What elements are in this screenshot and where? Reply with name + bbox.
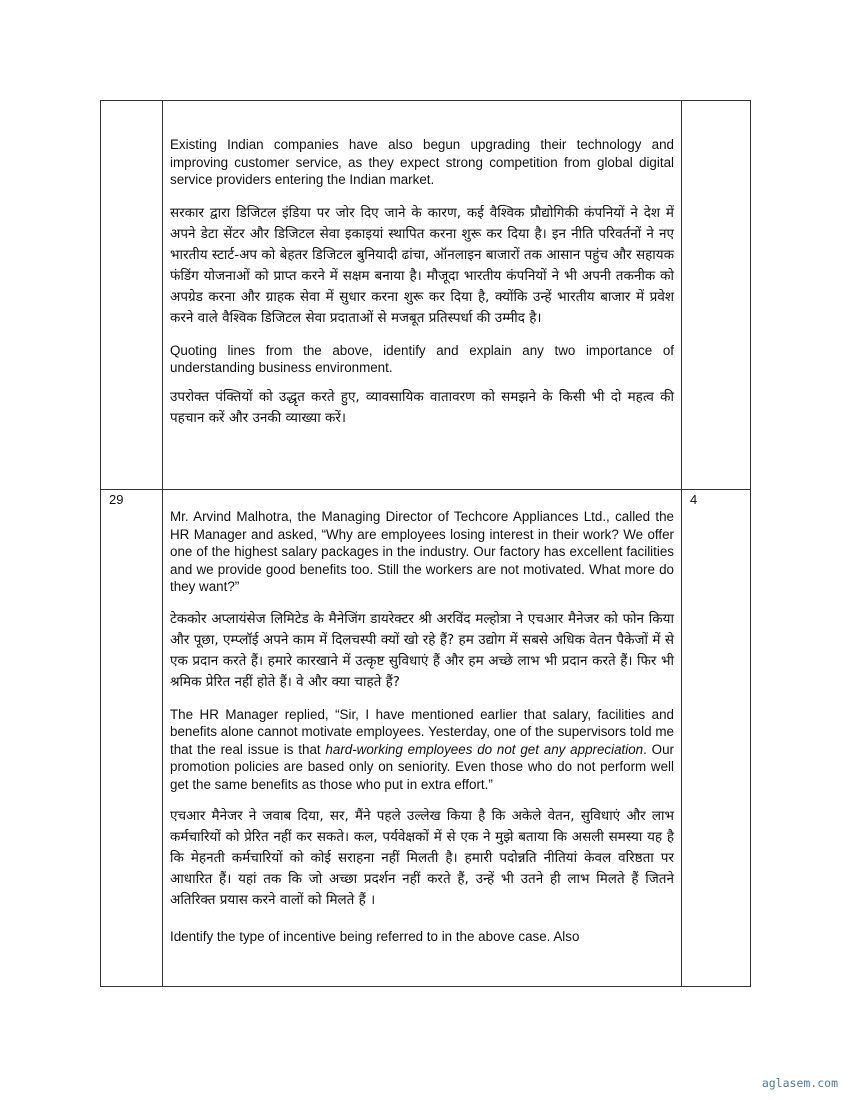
question-prompt-english: Quoting lines from the above, identify and explain any two importance of understanding business environment. — [170, 342, 674, 375]
paragraph-hindi: सरकार द्वारा डिजिटल इंडिया पर जोर दिए जाने के कारण, कई वैश्विक प्रौद्योगिकी कंपनियों ने देश में अपने डेटा सेंटर और डिजिटल सेवा इकाइयां स्थापित करना शुरू कर दिया है। इन नीति परिवर्तनों ने नए भारतीय स्टार्ट-अप को बेहतर डिजिटल बुनियादी ढांचा, ऑनलाइन बाजारों तक आसान पहुंच और सहायक फंडिंग योजनाओं को प्राप्त करने में सक्षम बनाया है। मौजूदा भारतीय कंपनियों ने भी अपनी तकनीक को अपग्रेड करना और ग्राहक सेवा में सुधार करना शुरू कर दिया है, क्योंकि उन्हें भारतीय बाजार में प्रवेश करने वाले वैश्विक डिजिटल सेवा प्रदाताओं से मजबूत प्रतिस्पर्धा की उम्मीद है। — [170, 204, 674, 326]
question-body — [163, 101, 682, 490]
question-number: 29 — [101, 490, 163, 987]
question-table — [100, 100, 751, 987]
question-marks — [682, 101, 751, 490]
question-marks: 4 — [682, 490, 751, 987]
table-row — [101, 101, 751, 490]
paragraph-hindi: टेककोर अप्लायंसेज लिमिटेड के मैनेजिंग डायरेक्टर श्री अरविंद मल्होत्रा ने एचआर मैनेजर को फोन किया और पूछा, एम्प्लॉई अपने काम में दिलचस्पी क्यों खो रहे हैं? हम उद्योग में सबसे अधिक वेतन पैकेजों में से एक प्रदान करते हैं। हमारे कारखाने में उत्कृष्ट सुविधाएं हैं और हम अच्छे लाभ भी प्रदान करते हैं। फिर भी श्रमिक प्रेरित नहीं होते हैं। वे और क्या चाहते हैं? — [170, 610, 674, 690]
question-prompt-english: Identify the type of incentive being referred to in the above case. Also — [170, 929, 580, 944]
hr-reply-hindi: एचआर मैनेजर ने जवाब दिया, सर, मैंने पहले उल्लेख किया है कि अकेले वेतन, सुविधाएं और लाभ कर्मचारियों को प्रेरित नहीं कर सकते। कल, पर्यवेक्षकों में से एक ने मुझे बताया कि असली समस्या यह है कि मेहनती कर्मचारियों को कोई सराहना नहीं मिलती है। हमारी पदोन्नति नीतियां केवल वरिष्ठता पर आधारित हैं। यहां तक कि जो अच्छा प्रदर्शन नहीं करते हैं, उन्हें भी उतने ही लाभ मिलते हैं जितने अतिरिक्त प्रयास करने वालों को मिलते हैं । — [170, 808, 674, 908]
table-row — [101, 490, 751, 987]
question-prompt-hindi: उपरोक्त पंक्तियों को उद्धृत करते हुए, व्यावसायिक वातावरण को समझने के किसी भी दो महत्व की पहचान करें और उनकी व्याख्या करें। — [170, 388, 674, 426]
paragraph-english: Mr. Arvind Malhotra, the Managing Director of Techcore Appliances Ltd., called the HR Manager and asked, “Why are employees losing interest in their work? We offer one of the highest salary packages in the industry. Our factory has excellent facilities and we provide good benefits too. Still the workers are not motivated. What more do they want?” — [170, 509, 674, 594]
watermark: aglasem.com — [761, 1076, 838, 1090]
hr-reply-english — [170, 706, 674, 794]
question-number — [101, 101, 163, 490]
question-body — [163, 490, 682, 987]
hr-reply-part-1: The HR Manager replied, “Sir, I have mentioned earlier that salary, facilities and benefits alone cannot motivate employees. Yesterday, one of the supervisors told me that the real issue is that — [170, 706, 674, 757]
hr-reply-part-2: . Our promotion policies are based only on seniority. Even those who do not perform well get the same benefits as those who put in extra effort.” — [170, 741, 674, 792]
paragraph-english: Existing Indian companies have also begun upgrading their technology and improving customer service, as they expect strong competition from global digital service providers entering the Indian market. — [170, 137, 674, 187]
hr-reply-emphasis: hard-working employees do not get any appreciation — [325, 741, 644, 757]
